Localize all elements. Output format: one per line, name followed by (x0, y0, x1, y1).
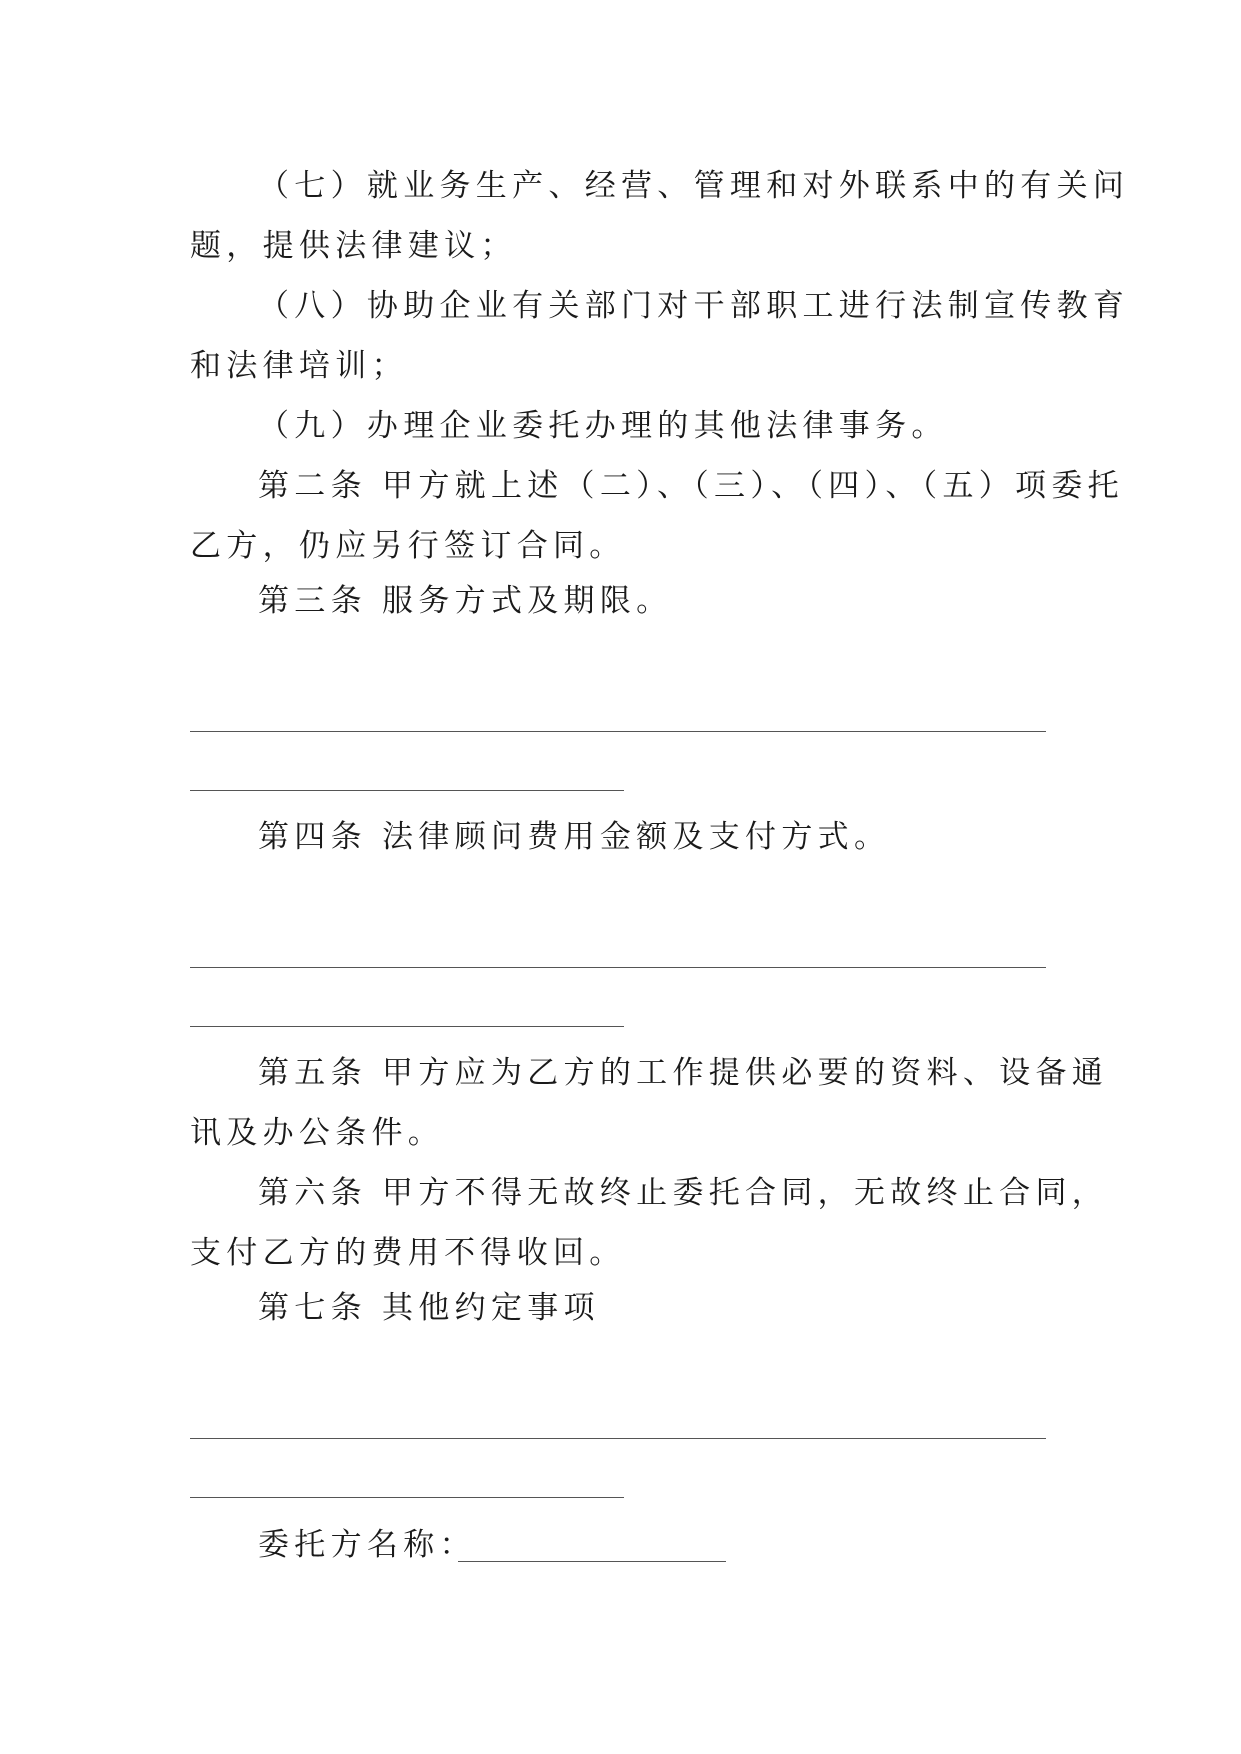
clause-9-line: （九）办理企业委托办理的其他法律事务。 (258, 408, 948, 444)
article-3-heading: 第三条 服务方式及期限。 (258, 583, 673, 619)
clause-7-line-2: 题，提供法律建议； (190, 228, 517, 264)
clause-8-line-1: （八）协助企业有关部门对干部职工进行法制宣传教育 (258, 288, 1130, 324)
principal-name-label: 委托方名称： (258, 1527, 476, 1563)
fill-in-rule (190, 1438, 1046, 1439)
article-4-heading: 第四条 法律顾问费用金额及支付方式。 (258, 819, 891, 855)
fill-in-rule (190, 1497, 624, 1498)
article-2-line-1: 第二条 甲方就上述（二）、（三）、（四）、（五）项委托 (258, 468, 1124, 504)
fill-in-rule (190, 790, 624, 791)
fill-in-rule (190, 1026, 624, 1027)
principal-name-blank (458, 1561, 726, 1562)
article-2-line-2: 乙方，仍应另行签订合同。 (190, 528, 626, 564)
article-6-line-2: 支付乙方的费用不得收回。 (190, 1235, 626, 1271)
article-5-line-1: 第五条 甲方应为乙方的工作提供必要的资料、设备通 (258, 1055, 1109, 1091)
fill-in-rule (190, 731, 1046, 732)
fill-in-rule (190, 967, 1046, 968)
clause-8-line-2: 和法律培训； (190, 348, 408, 384)
clause-7-line-1: （七）就业务生产、经营、管理和对外联系中的有关问 (258, 168, 1130, 204)
article-7-heading: 第七条 其他约定事项 (258, 1290, 600, 1326)
article-5-line-2: 讯及办公条件。 (190, 1115, 445, 1151)
article-6-line-1: 第六条 甲方不得无故终止委托合同，无故终止合同， (258, 1175, 1109, 1211)
